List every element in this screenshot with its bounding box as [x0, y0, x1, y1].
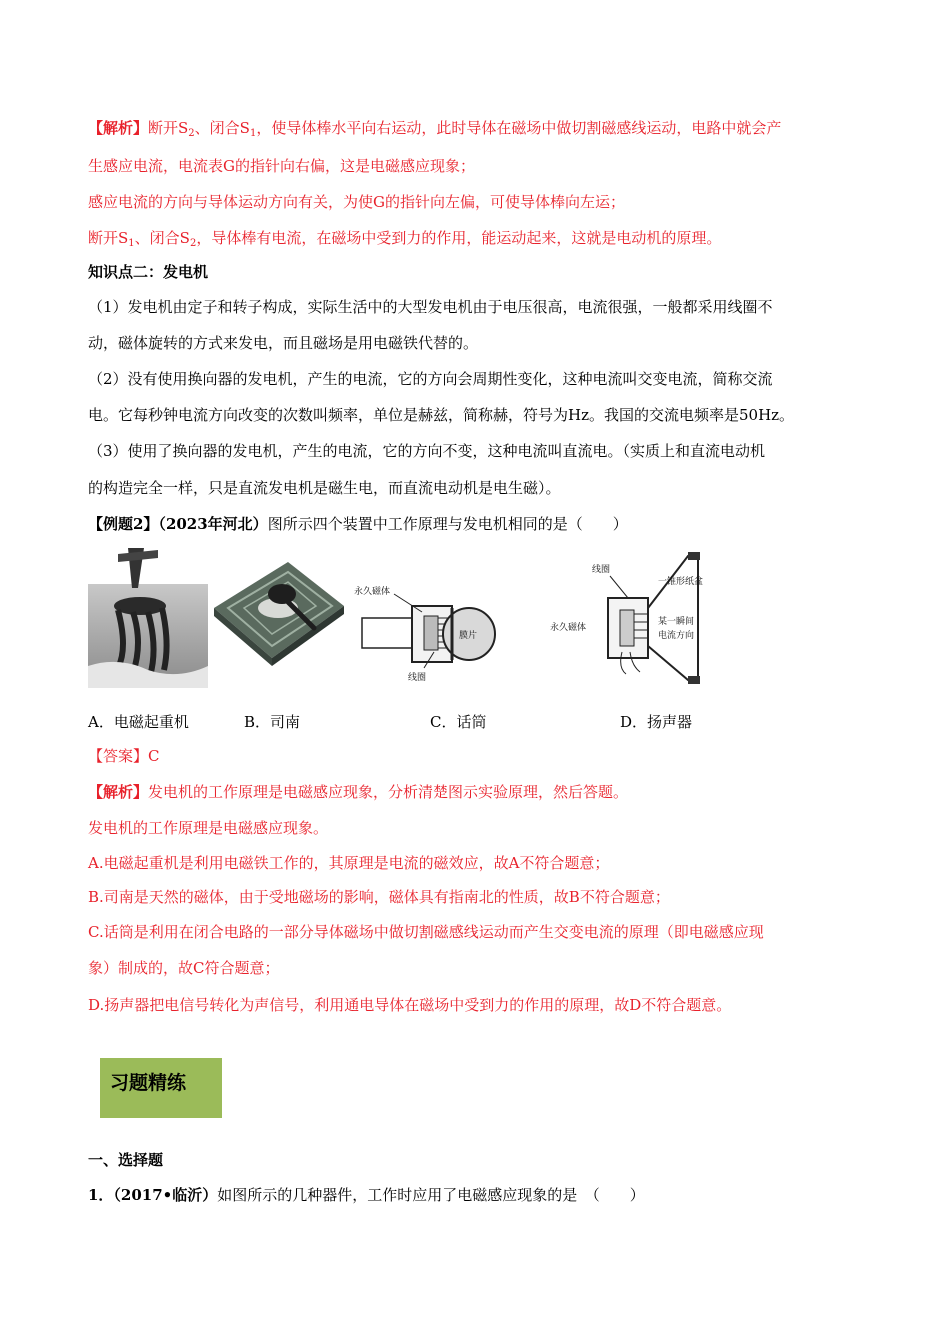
example-label: 【例题2】（2023年河北）: [88, 515, 268, 533]
section-heading: 一、选择题: [88, 1151, 164, 1169]
paragraph-line: 电。它每秒钟电流方向改变的次数叫频率，单位是赫兹，简称赫，符号为Hz。我国的交流电频率是50Hz。: [88, 406, 795, 424]
speaker-diagram: [548, 548, 748, 688]
option-a: A．电磁起重机: [88, 713, 189, 731]
question-1: 1．（2017•临沂）如图所示的几种器件，工作时应用了电磁感应现象的是 （ ）: [88, 1186, 645, 1204]
answer: 【答案】C: [88, 747, 160, 765]
analysis-label: 【解析】: [88, 119, 149, 137]
analysis-line: 象）制成的，故C符合题意；: [88, 959, 280, 977]
analysis-label: 【解析】: [88, 783, 149, 801]
analysis-line: 感应电流的方向与导体运动方向有关，为使G的指针向左偏，可使导体棒向左运；: [88, 193, 625, 211]
sinan-image: [210, 548, 348, 688]
banner-title: 习题精练: [110, 1072, 187, 1094]
figure-label: 一锥形纸盆: [658, 577, 704, 587]
exercises-banner: [100, 1058, 222, 1118]
analysis-line: D.扬声器把电信号转化为声信号，利用通电导体在磁场中受到力的作用的原理，故D不符合题意。: [88, 996, 732, 1014]
figure-label: 线圈: [408, 673, 427, 683]
crane-image: [88, 548, 208, 688]
analysis-line: B.司南是天然的磁体，由于受地磁场的影响，磁体具有指南北的性质，故B不符合题意；: [88, 888, 670, 906]
analysis-line: 【解析】断开$S_2$、闭合$S_1$，使导体棒水平向右运动，此时导体在磁场中做切割磁感线运动，电路中就会产: [88, 119, 782, 139]
figure-label: 永久磁体: [354, 587, 391, 597]
option-c: C．话筒: [430, 713, 487, 731]
option-b: B．司南: [244, 713, 301, 731]
figure-label: 膜片: [459, 631, 478, 641]
figure-label: 电流方向: [658, 631, 695, 641]
analysis-line: 发电机的工作原理是电磁感应现象。: [88, 819, 329, 837]
paragraph-line: 的构造完全一样，只是直流发电机是磁生电，而直流电动机是电生磁）。: [88, 479, 561, 497]
analysis-line: C.话筒是利用在闭合电路的一部分导体磁场中做切割磁感线运动而产生交变电流的原理（即电磁感应现: [88, 923, 764, 941]
figure-label: 线圈: [592, 565, 611, 575]
analysis-line: 【解析】发电机的工作原理是电磁感应现象，分析清楚图示实验原理，然后答题。: [88, 783, 629, 801]
section-heading: 知识点二：发电机: [88, 263, 209, 281]
example-question: 【例题2】（2023年河北）图所示四个装置中工作原理与发电机相同的是（ ）: [88, 515, 628, 533]
paragraph-line: （2）没有使用换向器的发电机，产生的电流，它的方向会周期性变化，这种电流叫交变电流，简称交流: [88, 370, 773, 388]
analysis-line: 断开$S_1$、闭合$S_2$，导体棒有电流，在磁场中受到力的作用，能运动起来，这就是电动机的原理。: [88, 229, 722, 249]
figure-label: 某一瞬间: [658, 617, 695, 627]
paragraph-line: （3）使用了换向器的发电机，产生的电流，它的方向不变，这种电流叫直流电。（实质上和直流电动机: [88, 442, 766, 460]
question-label: 1．（2017•临沂）: [88, 1186, 218, 1204]
microphone-diagram: [352, 548, 502, 688]
option-d: D．扬声器: [620, 713, 693, 731]
figure-label: 永久磁体: [550, 623, 587, 633]
paragraph-line: 动，磁体旋转的方式来发电，而且磁场是用电磁铁代替的。: [88, 334, 479, 352]
analysis-line: A.电磁起重机是利用电磁铁工作的，其原理是电流的磁效应，故A不符合题意；: [88, 854, 610, 872]
analysis-line: 生感应电流，电流表G的指针向右偏，这是电磁感应现象；: [88, 157, 475, 175]
paragraph-line: （1）发电机由定子和转子构成，实际生活中的大型发电机由于电压很高，电流很强，一般都采用线圈不: [88, 298, 773, 316]
